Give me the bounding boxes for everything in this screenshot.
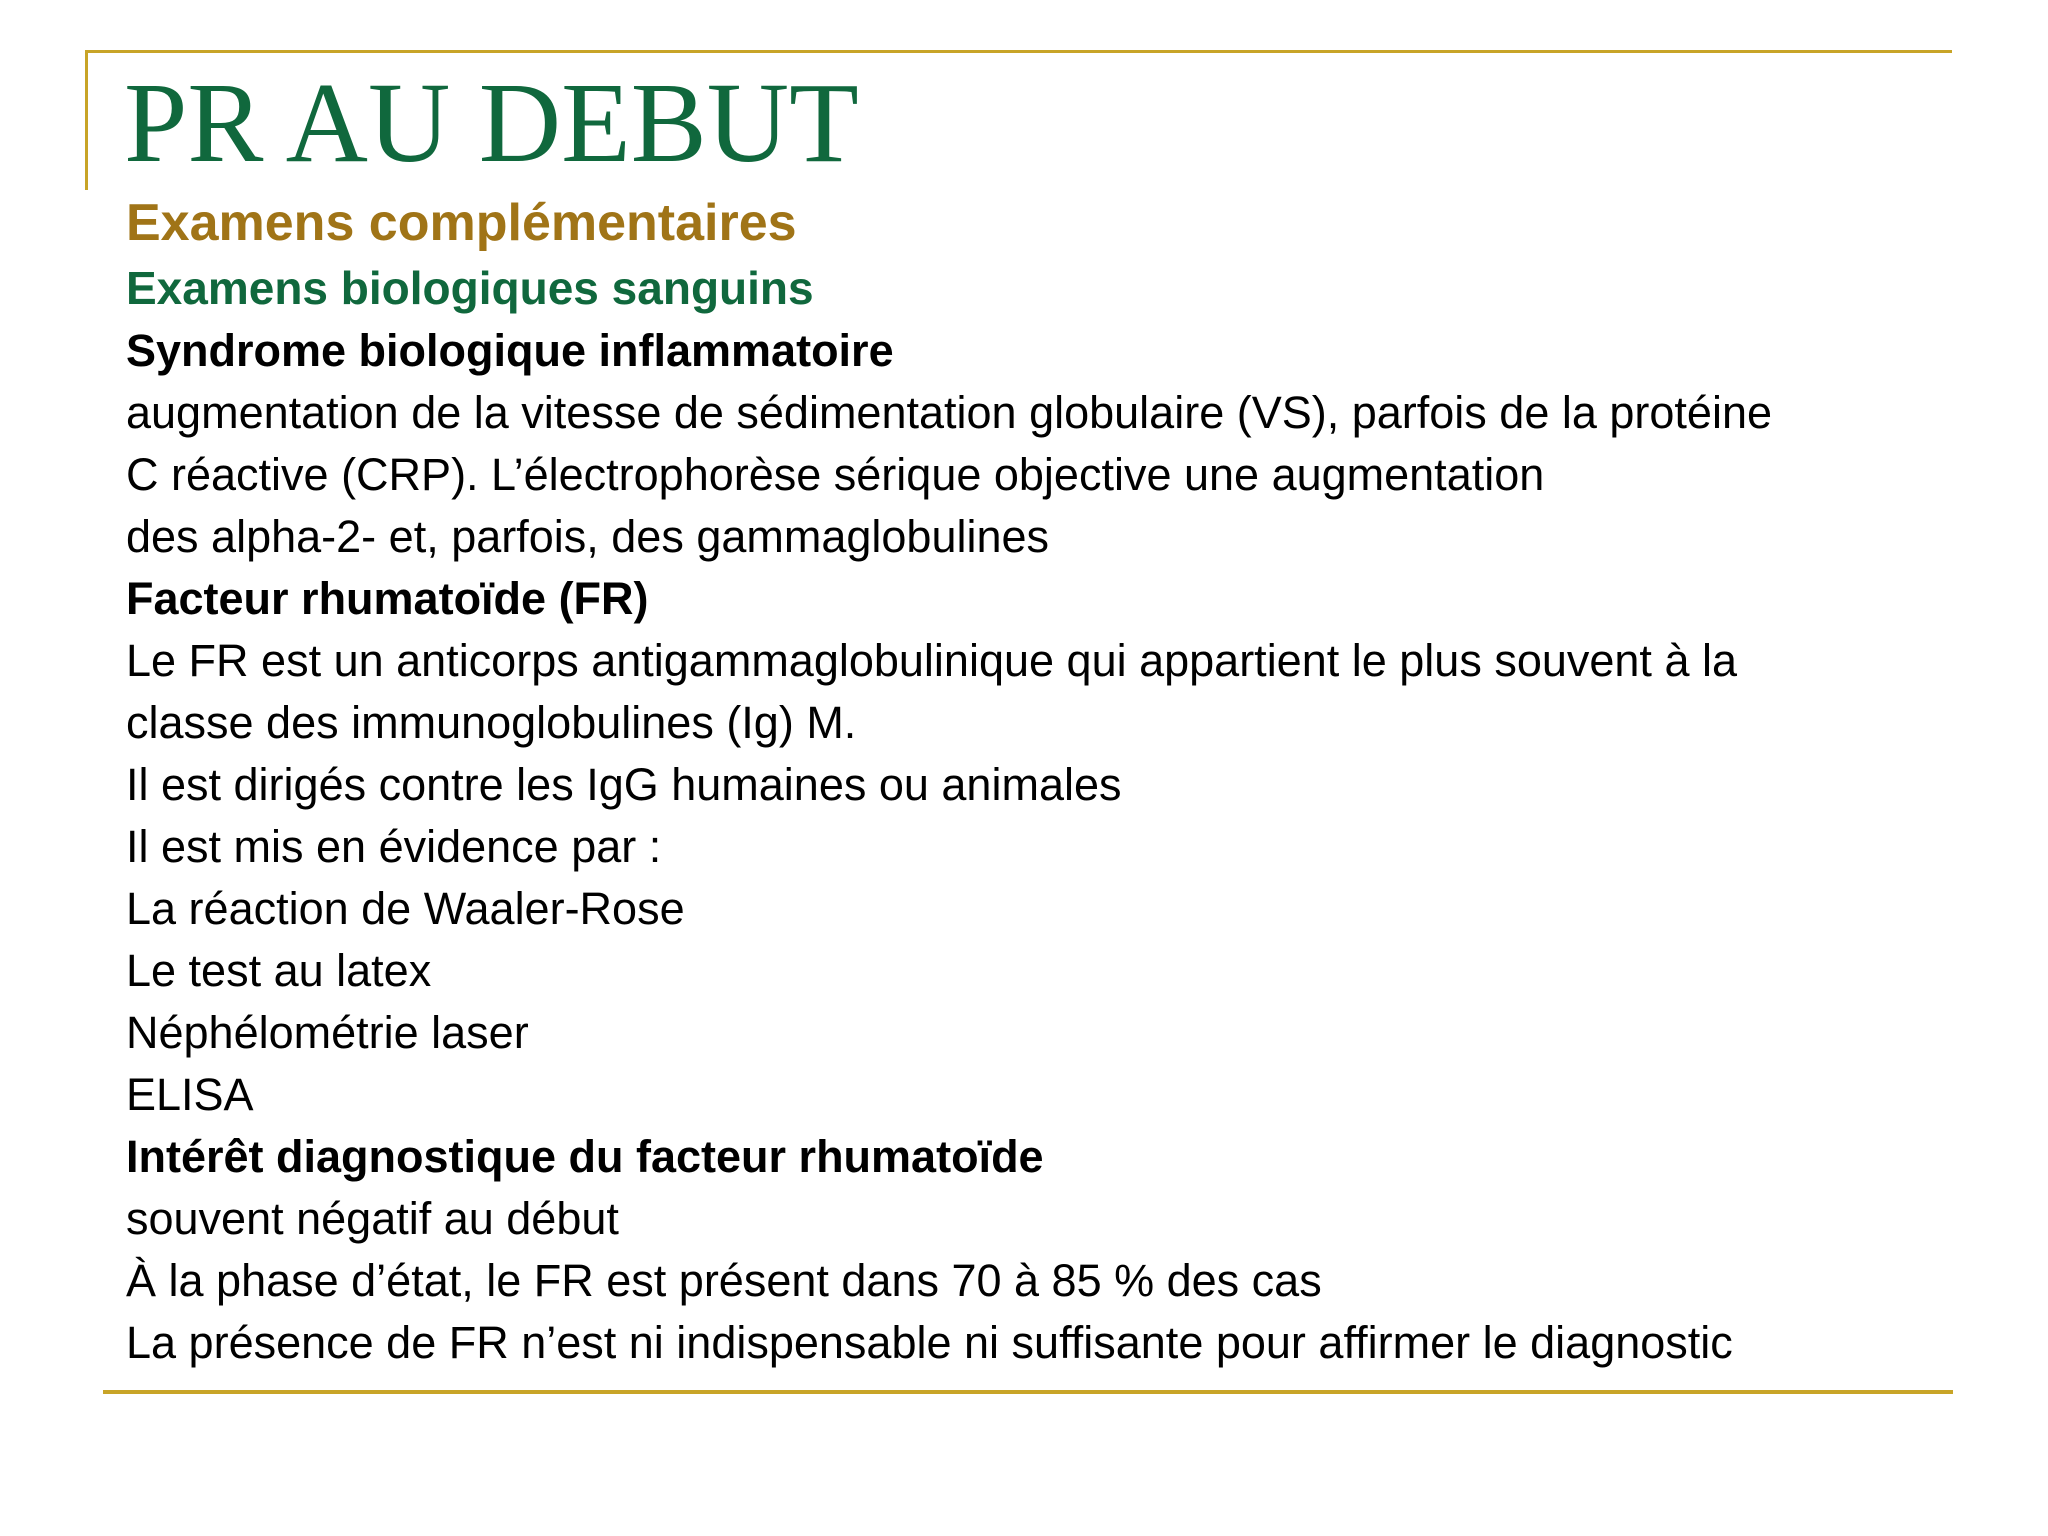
body-line: Facteur rhumatoïde (FR) <box>126 573 649 624</box>
body-line: augmentation de la vitesse de sédimentation globulaire (VS), parfois de la protéine <box>126 387 1772 438</box>
body-line: Syndrome biologique inflammatoire <box>126 325 894 376</box>
subsection-heading: Examens biologiques sanguins <box>126 262 814 314</box>
body-line: À la phase d’état, le FR est présent dans 70 à 85 % des cas <box>126 1255 1322 1306</box>
left-rule <box>85 50 88 190</box>
body-line: C réactive (CRP). L’électrophorèse sérique objective une augmentation <box>126 449 1545 500</box>
slide-body <box>126 190 2026 1374</box>
body-line: Il est dirigés contre les IgG humaines ou animales <box>126 759 1122 810</box>
section-heading: Examens complémentaires <box>126 194 797 252</box>
body-line: Intérêt diagnostique du facteur rhumatoïde <box>126 1131 1044 1182</box>
body-line: Le FR est un anticorps antigammaglobulinique qui appartient le plus souvent à la <box>126 635 1737 686</box>
bottom-rule <box>103 1390 1953 1394</box>
body-line: La réaction de Waaler-Rose <box>126 883 685 934</box>
body-line: ELISA <box>126 1069 254 1120</box>
body-line: souvent négatif au début <box>126 1193 619 1244</box>
body-line: Il est mis en évidence par : <box>126 821 662 872</box>
body-line: Néphélométrie laser <box>126 1007 529 1058</box>
body-line: classe des immunoglobulines (Ig) M. <box>126 697 857 748</box>
body-line: Le test au latex <box>126 945 432 996</box>
body-line: La présence de FR n’est ni indispensable ni suffisante pour affirmer le diagnostic <box>126 1317 1733 1368</box>
top-rule <box>85 50 1952 53</box>
slide-title: PR AU DEBUT <box>124 59 859 186</box>
body-line: des alpha-2- et, parfois, des gammaglobulines <box>126 511 1050 562</box>
